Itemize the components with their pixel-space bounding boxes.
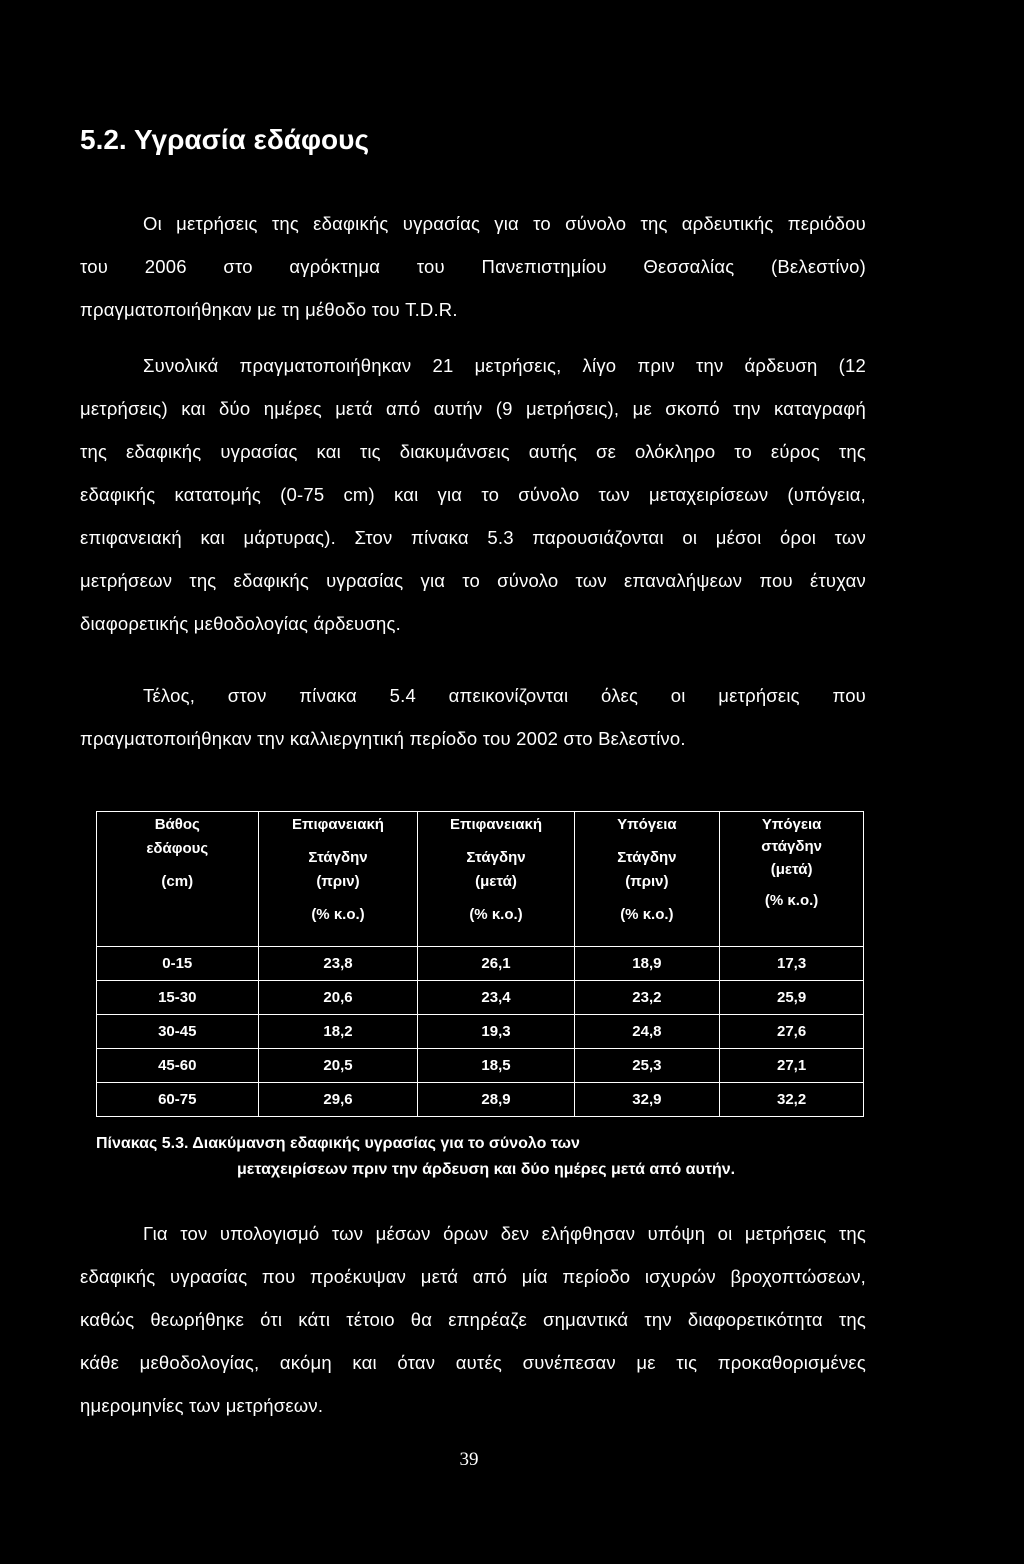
header-line: Επιφανειακή: [291, 816, 384, 833]
text-line: κάθε μεθοδολογίας, ακόμη και όταν αυτές συνέπεσαν με τις προκαθορισμένες: [80, 1352, 866, 1373]
value-cell: 32,2: [720, 1083, 864, 1117]
value-cell: 23,8: [258, 947, 418, 981]
text-line: καθώς θεωρήθηκε ότι κάτι τέτοιο θα επηρέαζε σημαντικά την διαφορετικότητα της: [80, 1309, 866, 1330]
header-surface-after: [418, 812, 574, 947]
table-row: [97, 947, 864, 981]
value-cell: 25,3: [574, 1049, 720, 1083]
soil-moisture-table: [96, 811, 864, 1117]
header-line: στάγδην: [761, 838, 822, 855]
header-line: Υπόγεια: [761, 816, 822, 833]
text-line: εδαφικής κατατομής (0-75 cm) και για το σύνολο των μεταχειρίσεων (υπόγεια,: [80, 484, 866, 505]
header-line: (πριν): [625, 873, 669, 890]
text-line: Για τον υπολογισμό των μέσων όρων δεν ελήφθησαν υπόψη οι μετρήσεις της: [143, 1223, 866, 1244]
header-line: (μετά): [475, 873, 517, 890]
text-line: Συνολικά πραγματοποιήθηκαν 21 μετρήσεις, λίγο πριν την άρδευση (12: [143, 355, 866, 376]
header-line: (% κ.ο.): [469, 906, 523, 923]
header-line: (πριν): [316, 873, 360, 890]
paragraph-table-reference: [80, 674, 866, 760]
table-row: [97, 981, 864, 1015]
value-cell: 28,9: [418, 1083, 574, 1117]
page-number: 39: [459, 1449, 479, 1470]
header-line: Υπόγεια: [617, 816, 677, 833]
value-cell: 17,3: [720, 947, 864, 981]
depth-cell: 0-15: [97, 947, 259, 981]
value-cell: 20,5: [258, 1049, 418, 1083]
table-caption-line-1: Πίνακας 5.3. Διακύμανση εδαφικής υγρασίας για το σύνολο των: [96, 1135, 580, 1152]
text-line: ημερομηνίες των μετρήσεων.: [80, 1395, 324, 1416]
text-line: πραγματοποιήθηκαν με τη μέθοδο του T.D.R.: [80, 299, 458, 320]
paragraph-measurements-intro: [80, 202, 866, 331]
header-line: Στάγδην: [617, 849, 677, 866]
header-subsurface-before: [574, 812, 720, 947]
text-line: επιφανειακή και μάρτυρας). Στον πίνακα 5.3 παρουσιάζονται οι μέσοι όροι των: [80, 527, 866, 548]
header-line: Στάγδην: [308, 849, 368, 866]
depth-cell: 60-75: [97, 1083, 259, 1117]
depth-cell: 45-60: [97, 1049, 259, 1083]
value-cell: 23,2: [574, 981, 720, 1015]
header-line: (% κ.ο.): [311, 906, 365, 923]
depth-cell: 30-45: [97, 1015, 259, 1049]
table-caption-line-2: μεταχειρίσεων πριν την άρδευση και δύο ημέρες μετά από αυτήν.: [237, 1161, 736, 1178]
value-cell: 23,4: [418, 981, 574, 1015]
text-line: μετρήσεις) και δύο ημέρες μετά από αυτήν (9 μετρήσεις), με σκοπό την καταγραφή: [80, 398, 866, 419]
header-line: (cm): [161, 873, 194, 890]
depth-cell: 15-30: [97, 981, 259, 1015]
section-heading: 5.2. Υγρασία εδάφους: [80, 124, 370, 155]
text-line: μετρήσεων της εδαφικής υγρασίας για το σύνολο των επαναλήψεων που έτυχαν: [80, 570, 866, 591]
header-depth: [97, 812, 259, 947]
table-row: [97, 1015, 864, 1049]
paragraph-averages-note: [80, 1212, 866, 1427]
text-line: Τέλος, στον πίνακα 5.4 απεικονίζονται όλες οι μετρήσεις που: [143, 685, 866, 706]
table-header-row: [97, 812, 864, 947]
text-line: διαφορετικής μεθοδολογίας άρδευσης.: [80, 613, 401, 634]
value-cell: 20,6: [258, 981, 418, 1015]
value-cell: 27,6: [720, 1015, 864, 1049]
text-line: της εδαφικής υγρασίας και τις διακυμάνσεις αυτής σε ολόκληρο το εύρος της: [80, 441, 866, 462]
value-cell: 18,9: [574, 947, 720, 981]
value-cell: 27,1: [720, 1049, 864, 1083]
header-line: Βάθος: [154, 816, 200, 833]
header-line: (% κ.ο.): [620, 906, 674, 923]
value-cell: 29,6: [258, 1083, 418, 1117]
value-cell: 18,2: [258, 1015, 418, 1049]
value-cell: 32,9: [574, 1083, 720, 1117]
text-line: του 2006 στο αγρόκτημα του Πανεπιστημίου Θεσσαλίας (Βελεστίνο): [80, 256, 866, 277]
header-surface-before: [258, 812, 418, 947]
header-line: Επιφανειακή: [450, 816, 542, 833]
table-row: [97, 1049, 864, 1083]
header-line: εδάφους: [146, 840, 209, 857]
text-line: πραγματοποιήθηκαν την καλλιεργητική περίοδο του 2002 στο Βελεστίνο.: [80, 728, 686, 749]
value-cell: 18,5: [418, 1049, 574, 1083]
header-line: (μετά): [770, 861, 813, 878]
paragraph-measurements-summary: [80, 344, 866, 645]
value-cell: 26,1: [418, 947, 574, 981]
header-line: (% κ.ο.): [764, 892, 819, 909]
value-cell: 25,9: [720, 981, 864, 1015]
value-cell: 24,8: [574, 1015, 720, 1049]
header-subsurface-after: [720, 812, 864, 947]
text-line: Οι μετρήσεις της εδαφικής υγρασίας για το σύνολο της αρδευτικής περιόδου: [143, 213, 866, 234]
header-line: Στάγδην: [466, 849, 526, 866]
table-row: [97, 1083, 864, 1117]
value-cell: 19,3: [418, 1015, 574, 1049]
text-line: εδαφικής υγρασίας που προέκυψαν μετά από μία περίοδο ισχυρών βροχοπτώσεων,: [80, 1266, 866, 1287]
